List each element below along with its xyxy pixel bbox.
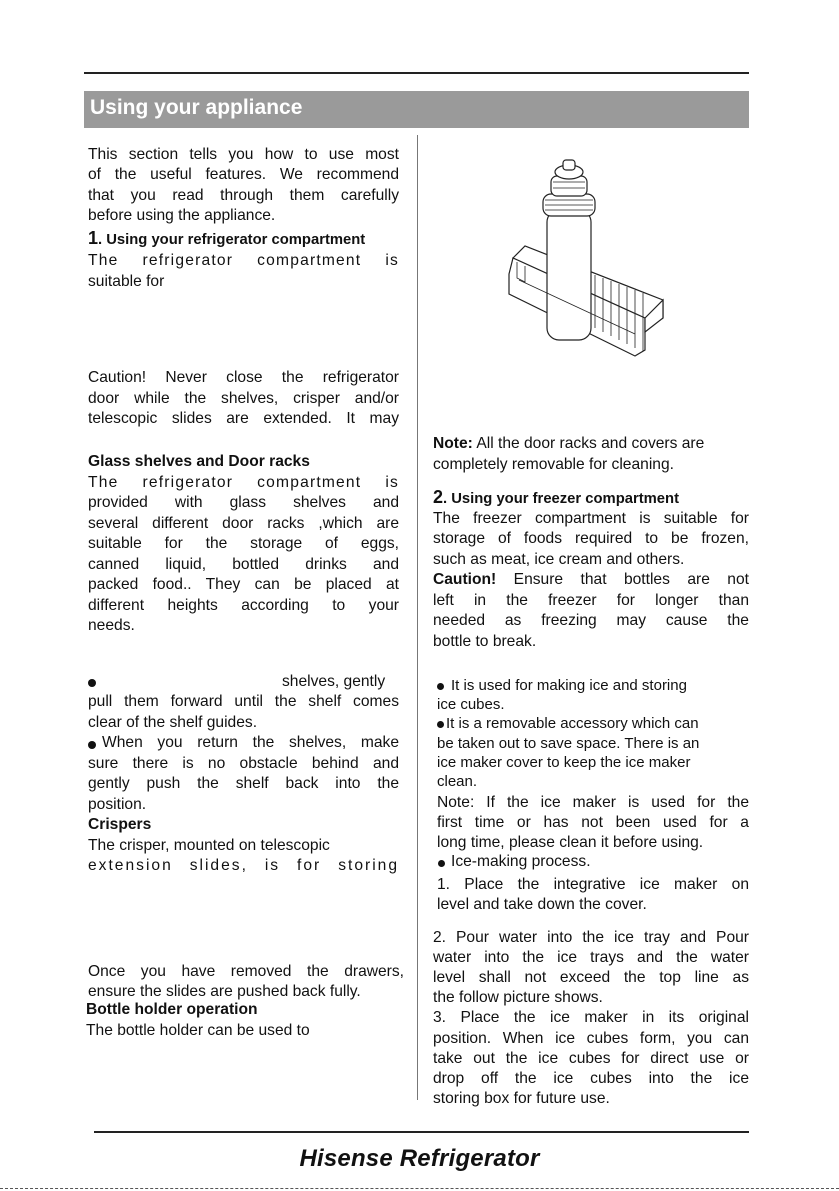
ice-bullet2-line-4: clean. [437,773,478,790]
glass-text-5: canned liquid, bottled drinks and [88,556,399,573]
freezer-text-3: such as meat, ice cream and others. [433,551,685,568]
ice-bullet1-line-2: ice cubes. [437,696,505,713]
bullet2-line-3: gently push the shelf back into the [88,775,399,792]
glass-text-2: provided with glass shelves and [88,494,399,511]
step1-line-1: 1. Place the integrative ice maker on [437,876,749,893]
ice-bullet2-line-2: be taken out to save space. There is an [437,735,700,752]
ice-process-label: Ice-making process. [451,853,591,870]
bullet1-tail: shelves, gently [282,673,386,690]
column-divider [417,135,418,1100]
crispers-text-1: The crisper, mounted on telescopic [88,837,330,854]
fridge-text-2: suitable for [88,273,165,290]
intro-line-4: before using the appliance. [88,207,276,224]
freezer-text-1: The freezer compartment is suitable for [433,510,749,527]
glass-text-4: suitable for the storage of eggs, [88,535,399,552]
bullet2-line-2: sure there is no obstacle behind and [88,755,399,772]
section-banner [84,91,749,128]
ice-bullet2-line-1: It is a removable accessory which can [446,715,699,732]
glass-text-1: The refrigerator compartment is [88,474,399,491]
caution-line-2: door while the shelves, crisper and/or [88,390,399,407]
ice-note-1: Note: If the ice maker is used for the [437,794,749,811]
ice-bullet1-line-1: It is used for making ice and storing [451,677,687,694]
glass-text-3: several different door racks ,which are [88,515,399,532]
freezer-caution-2: left in the freezer for longer than [433,592,749,609]
ice-note-2: first time or has not been used for a [437,814,749,831]
bullet2-line-4: position. [88,796,147,813]
caution-line-1: Caution! Never close the refrigerator [88,369,399,386]
crispers-heading: Crispers [88,816,152,833]
footer-brand: Hisense Refrigerator [299,1145,540,1172]
step3-line-5: storing box for future use. [433,1090,610,1107]
bottle-holder-illustration [495,150,675,395]
crispers-text-2: extension slides, is for storing [88,857,399,874]
bullet-dot [88,741,96,749]
bottom-rule [94,1131,749,1133]
drawers-line-2: ensure the slides are pushed back fully. [88,983,361,1000]
glass-heading: Glass shelves and Door racks [88,453,310,470]
step3-line-1: 3. Place the ice maker in its original [433,1009,749,1026]
glass-text-8: needs. [88,617,135,634]
section-2-heading: 2. Using your freezer compartment [433,487,679,507]
fridge-text-1: The refrigerator compartment is [88,252,399,269]
top-rule [84,72,749,74]
note-door-racks: Note: All the door racks and covers are [433,435,705,452]
intro-line-1: This section tells you how to use most [88,146,399,163]
ice-note-3: long time, please clean it before using. [437,834,704,851]
intro-line-2: of the useful features. We recommend [88,166,399,183]
page-edge-dashes [0,1188,839,1189]
bullet1-line-2: pull them forward until the shelf comes [88,693,399,710]
bullet2-line-1: When you return the shelves, make [102,734,399,751]
step3-line-3: take out the ice cubes for direct use or [433,1050,749,1067]
bullet1-line-3: clear of the shelf guides. [88,714,258,731]
freezer-caution-4: bottle to break. [433,633,537,650]
intro-line-3: that you read through them carefully [88,187,399,204]
glass-text-6: packed food.. They can be placed at [88,576,399,593]
freezer-text-2: storage of foods required to be frozen, [433,530,749,547]
step1-line-2: level and take down the cover. [437,896,647,913]
section-1-heading: 1. Using your refrigerator compartment [88,228,366,248]
step2-line-2: water into the ice trays and the water [433,949,749,966]
bottle-holder-heading: Bottle holder operation [86,1001,258,1018]
glass-text-7: different heights according to your [88,597,399,614]
ice-bullet2-line-3: ice maker cover to keep the ice maker [437,754,691,771]
bullet-dot [88,679,96,687]
caution-line-3: telescopic slides are extended. It may [88,410,399,427]
step2-line-4: the follow picture shows. [433,989,603,1006]
step3-line-4: drop off the ice cubes into the ice [433,1070,749,1087]
bullet-dot [437,683,444,690]
bullet-dot [438,860,445,867]
bullet-dot [437,721,444,728]
note-door-racks-2: completely removable for cleaning. [433,456,674,473]
step2-line-1: 2. Pour water into the ice tray and Pour [433,929,749,946]
section-title: Using your appliance [90,96,303,119]
freezer-caution-1: Caution! Ensure that bottles are not [433,571,749,588]
drawers-line-1: Once you have removed the drawers, [88,963,404,980]
step2-line-3: level shall not exceed the top line as [433,969,749,986]
freezer-caution-3: needed as freezing may cause the [433,612,749,629]
step3-line-2: position. When ice cubes form, you can [433,1030,749,1047]
bottle-holder-text: The bottle holder can be used to [86,1022,310,1039]
